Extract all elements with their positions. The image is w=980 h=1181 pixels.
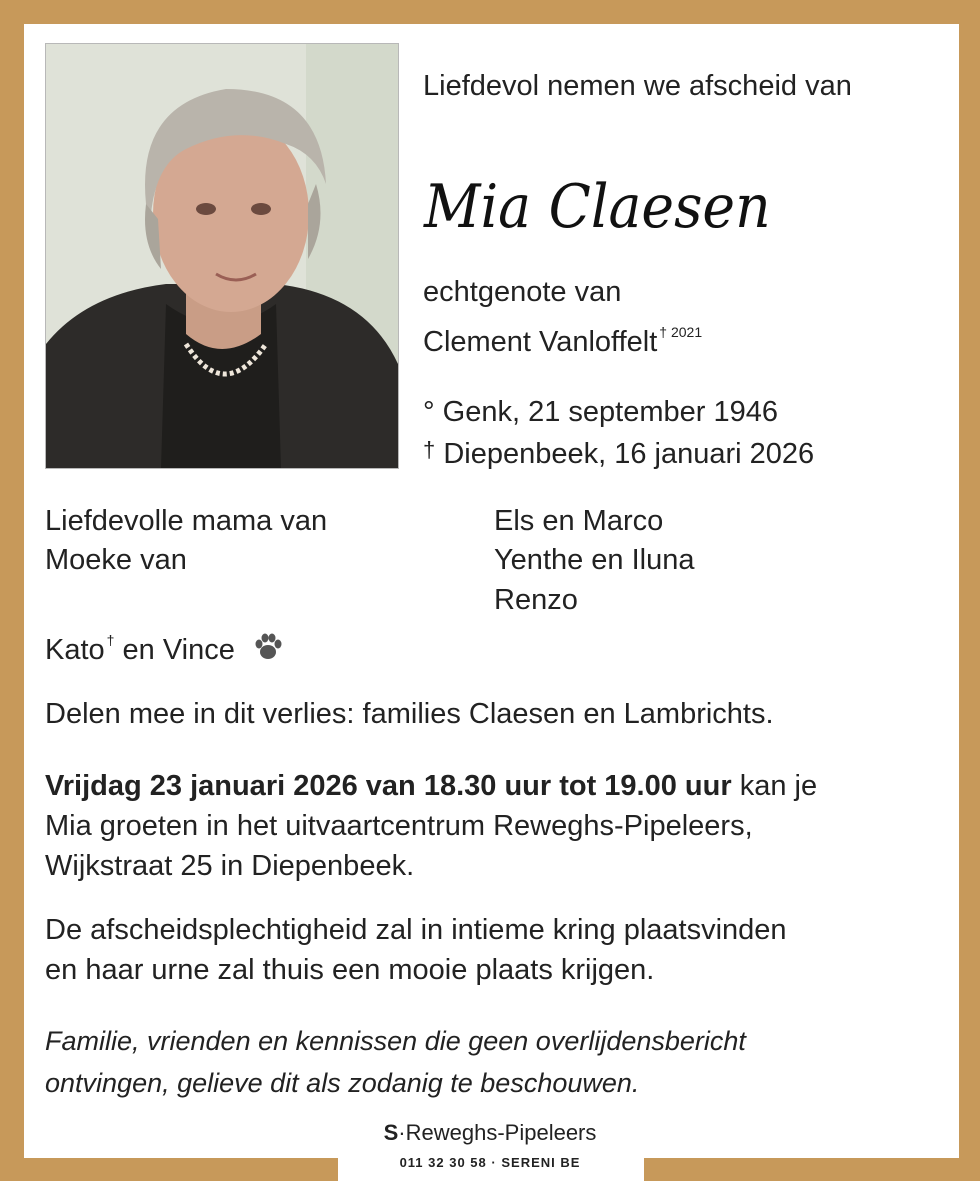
death-text: Diepenbeek, 16 januari 2026: [443, 438, 815, 470]
network-name: SERENI BE: [501, 1155, 581, 1170]
visitation-text: [45, 766, 945, 886]
visitation-line-3: Wijkstraat 25 in Diepenbeek.: [45, 850, 415, 882]
sharing-text: Delen mee in dit verlies: families Claesen en Lambrichts.: [45, 698, 774, 730]
ceremony-line-2: en haar urne zal thuis een mooie plaats krijgen.: [45, 954, 655, 986]
notice-line-2: ontvingen, gelieve dit als zodanig te beschouwen.: [45, 1068, 640, 1098]
pet-rest: en Vince: [122, 634, 235, 666]
portrait-photo: [45, 43, 399, 469]
funeral-home-contact: [0, 1153, 980, 1173]
notice-line-1: Familie, vrienden en kennissen die geen overlijdensbericht: [45, 1026, 746, 1056]
spouse-name: Clement Vanloffelt: [423, 326, 658, 358]
family-left-1: Liefdevolle mama van: [45, 505, 328, 537]
obituary-card: [24, 24, 959, 1158]
pets-line: [45, 620, 283, 673]
brand-logo-icon: S: [383, 1120, 399, 1145]
funeral-home-brand: [0, 1118, 980, 1148]
notice-text: [45, 1020, 945, 1104]
contact-separator: ·: [491, 1155, 497, 1170]
visitation-date: Vrijdag 23 januari 2026 van 18.30 uur tot 19.00 uur: [45, 770, 732, 802]
intro-text: Liefdevol nemen we afscheid van: [423, 70, 852, 102]
family-left-2: Moeke van: [45, 544, 187, 576]
spouse-line: [423, 312, 702, 362]
deceased-name: Mia Claesen: [424, 172, 771, 242]
death-line: [423, 430, 814, 474]
portrait-illustration: [46, 44, 398, 468]
family-right-2: Yenthe en Iluna: [494, 544, 695, 576]
visitation-line-2: Mia groeten in het uitvaartcentrum Reweghs-Pipeleers,: [45, 810, 753, 842]
paw-icon: [253, 632, 283, 673]
birth-line: ° Genk, 21 september 1946: [423, 396, 778, 428]
pet-name-kato: Kato: [45, 634, 105, 666]
brand-dot: ·: [398, 1120, 406, 1145]
visitation-rest: kan je: [731, 770, 818, 802]
pet-death-mark: †: [106, 632, 115, 648]
ceremony-text: [45, 910, 945, 990]
phone-number: 011 32 30 58: [399, 1155, 487, 1170]
brand-name: Reweghs-Pipeleers: [405, 1120, 597, 1145]
ceremony-line-1: De afscheidsplechtigheid zal in intieme kring plaatsvinden: [45, 914, 787, 946]
spouse-death-mark: † 2021: [659, 324, 703, 340]
family-right-1: Els en Marco: [494, 505, 664, 537]
family-right-3: Renzo: [494, 584, 578, 616]
cross-icon: †: [423, 437, 436, 462]
spouse-label: echtgenote van: [423, 276, 622, 308]
